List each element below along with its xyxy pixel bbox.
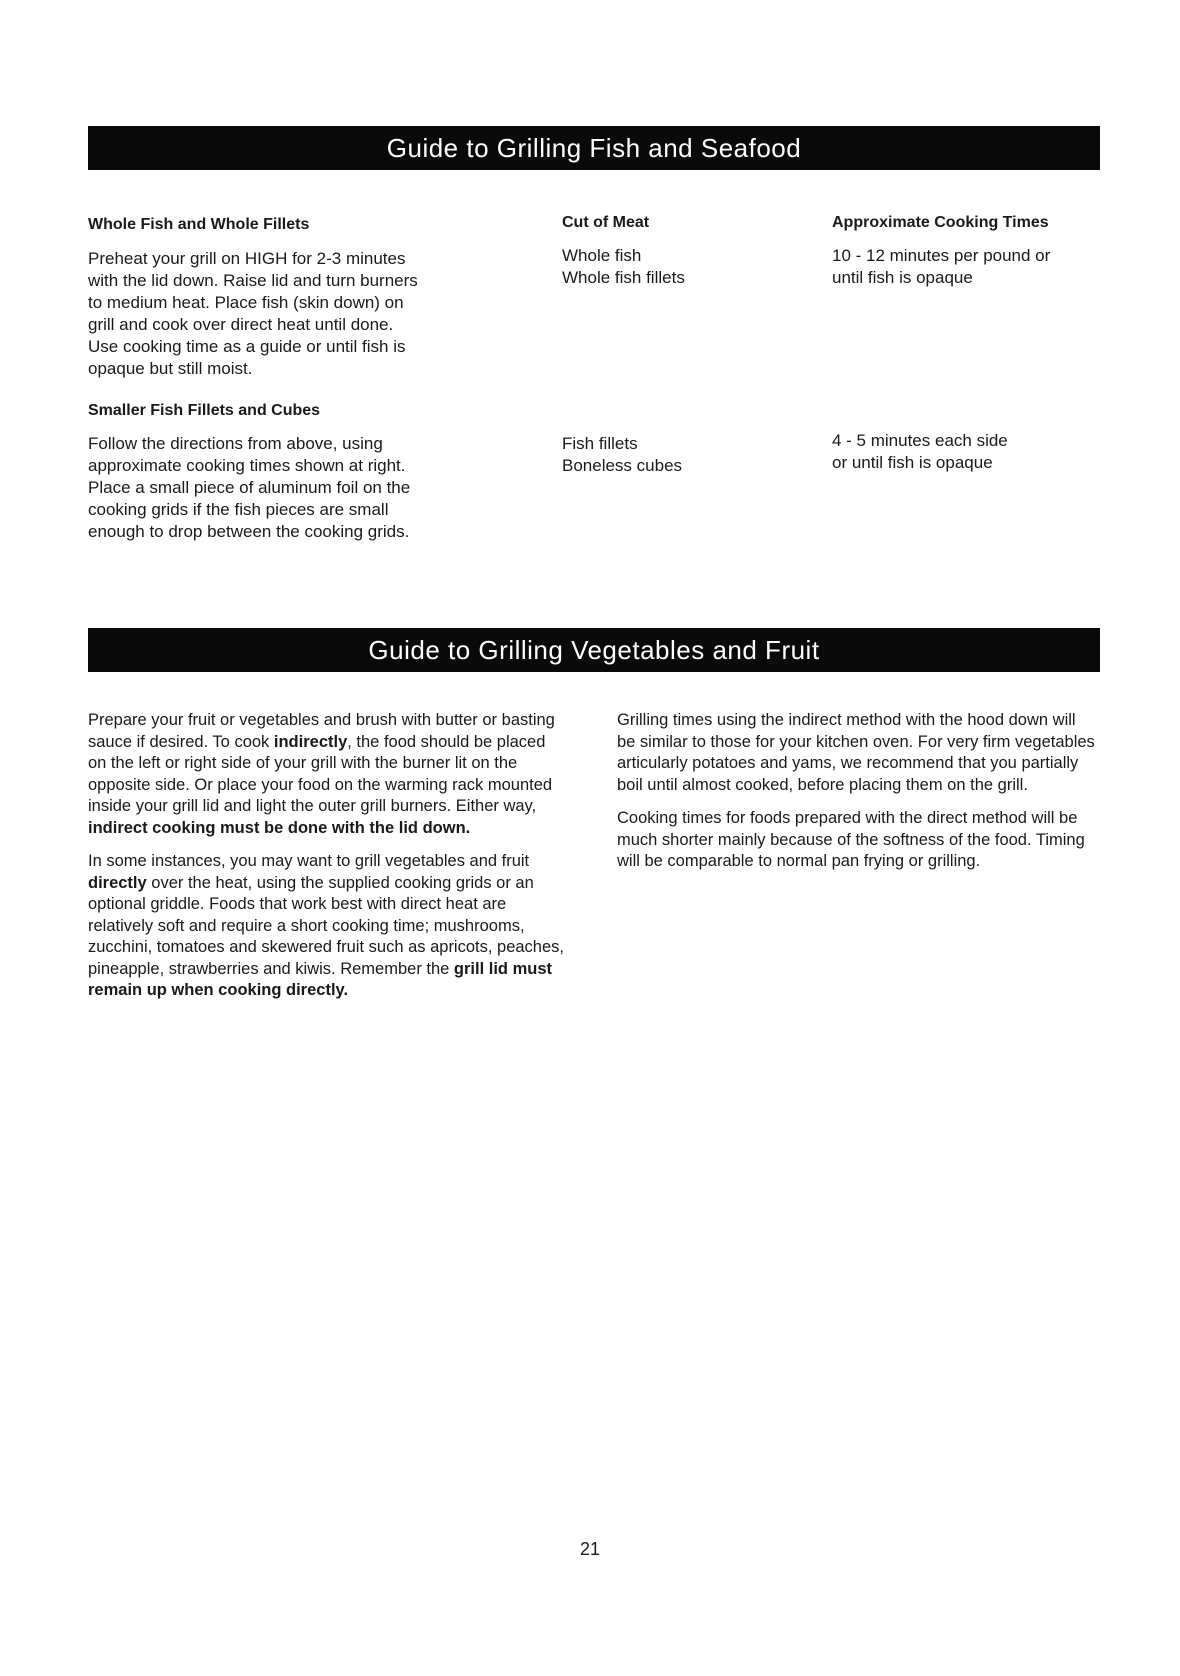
smaller-fish-heading: Smaller Fish Fillets and Cubes xyxy=(88,402,321,419)
whole-fish-heading: Whole Fish and Whole Fillets xyxy=(88,216,310,233)
text-line: to medium heat. Place fish (skin down) on xyxy=(88,293,404,312)
time-item: or until fish is opaque xyxy=(832,453,993,472)
veg-left-column xyxy=(88,710,568,1002)
time-cell-whole xyxy=(832,245,1102,289)
text-span: Prepare your fruit or vegetables and brush with butter or basting sauce if desired. To cook xyxy=(88,711,555,751)
text-span: over the heat, using the supplied cooking grids or an optional griddle. Foods that work best with direct heat are relatively soft and require a short cooking time; mushrooms, zucchini, tomatoes and skewered fruit such as apricots, peaches, pineapple, strawberries and kiwis. Remember the xyxy=(88,873,564,978)
veg-paragraph-indirect xyxy=(88,710,568,839)
emphasis-indirectly: indirectly xyxy=(273,732,348,751)
veg-paragraph-direct xyxy=(88,851,568,1002)
cut-cell-whole xyxy=(562,245,685,289)
smaller-fish-instructions xyxy=(88,433,488,543)
cut-item: Whole fish fillets xyxy=(562,268,685,287)
text-line: Use cooking time as a guide or until fish is xyxy=(88,337,406,356)
page-number: 21 xyxy=(579,1539,601,1559)
text-line: grill and cook over direct heat until done. xyxy=(88,315,394,334)
time-item: 10 - 12 minutes per pound or xyxy=(832,246,1051,265)
text-span: In some instances, you may want to grill vegetables and fruit xyxy=(88,852,530,870)
cut-item: Whole fish xyxy=(562,246,642,265)
cut-item: Boneless cubes xyxy=(562,456,683,475)
cut-cell-smaller xyxy=(562,433,682,477)
emphasis-lid-up: grill lid must remain up when cooking directly. xyxy=(88,959,553,999)
text-line: Preheat your grill on HIGH for 2-3 minutes xyxy=(88,249,406,268)
emphasis-lid-down: indirect cooking must be done with the lid down. xyxy=(88,818,471,837)
emphasis-directly: directly xyxy=(88,873,147,892)
cooking-times-header: Approximate Cooking Times xyxy=(832,214,1049,231)
veg-right-column xyxy=(617,710,1097,873)
text-line: with the lid down. Raise lid and turn burners xyxy=(88,271,418,290)
veg-paragraph-indirect-times: Grilling times using the indirect method with the hood down will be similar to those for your kitchen oven. For very firm vegetables articularly potatoes and yams, we recommend that you partially boil until almost cooked, before placing them on the grill. xyxy=(617,711,1095,794)
text-line: Follow the directions from above, using xyxy=(88,434,383,453)
text-line: cooking grids if the fish pieces are small xyxy=(88,500,389,519)
cut-item: Fish fillets xyxy=(562,434,638,453)
veg-paragraph-direct-times: Cooking times for foods prepared with the direct method will be much shorter mainly because of the softness of the food. Timing will be comparable to normal pan frying or grilling. xyxy=(617,809,1085,870)
text-line: opaque but still moist. xyxy=(88,359,253,378)
veg-section-title: Guide to Grilling Vegetables and Fruit xyxy=(88,628,1100,672)
text-line: approximate cooking times shown at right. xyxy=(88,456,406,475)
fish-section-title: Guide to Grilling Fish and Seafood xyxy=(88,126,1100,170)
time-cell-smaller xyxy=(832,430,1102,474)
whole-fish-instructions xyxy=(88,248,488,380)
text-span: , the food should be placed on the left or right side of your grill with the burner lit on the opposite side. Or place your food on the warming rack mounted inside your grill lid and light the outer grill burners. Either way, xyxy=(88,732,553,815)
time-item: 4 - 5 minutes each side xyxy=(832,431,1008,450)
text-line: enough to drop between the cooking grids. xyxy=(88,522,410,541)
cut-of-meat-header: Cut of Meat xyxy=(562,214,650,231)
text-line: Place a small piece of aluminum foil on the xyxy=(88,478,411,497)
time-item: until fish is opaque xyxy=(832,268,973,287)
